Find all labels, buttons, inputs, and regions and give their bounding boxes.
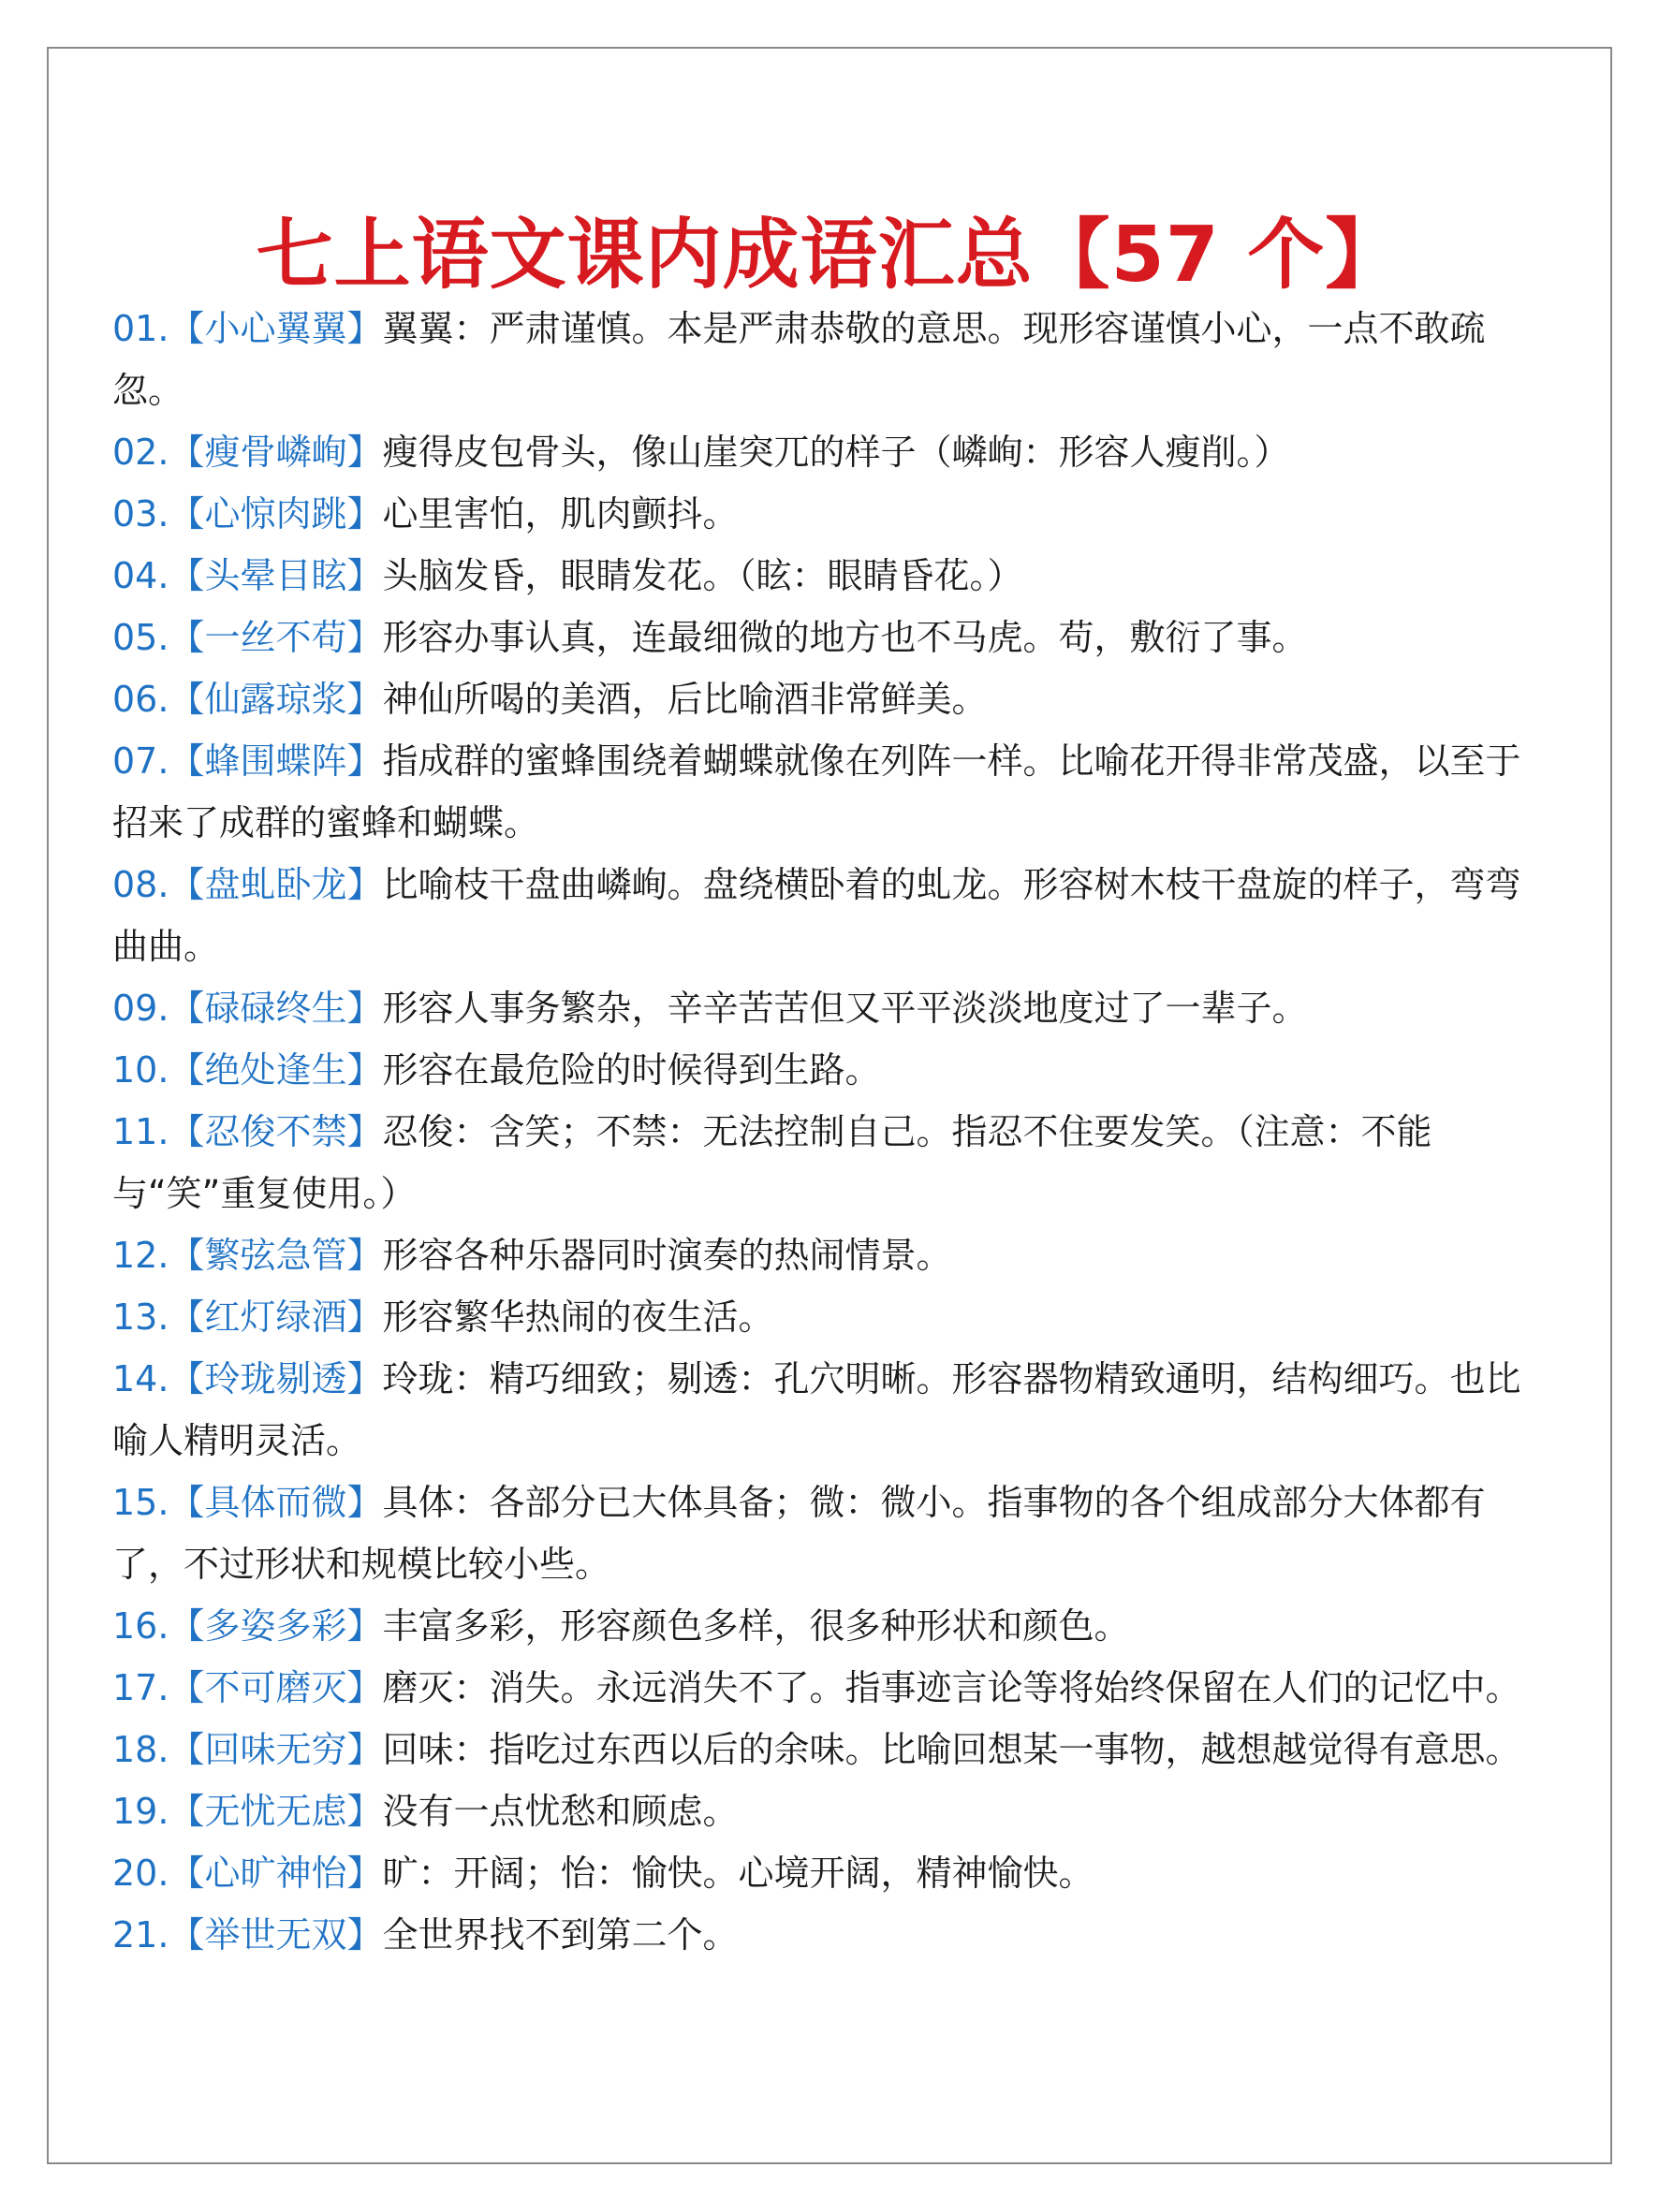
idiom-definition: 指成群的蜜蜂围绕着蝴蝶就像在列阵一样。比喻花开得非常茂盛，以至于招来了成群的蜜蜂和蝴蝶。: [112, 740, 1521, 843]
idiom-entry: [112, 730, 1549, 854]
idiom-definition: 形容办事认真，连最细微的地方也不马虎。苟，敷衍了事。: [382, 617, 1308, 658]
idiom-entry: [112, 1904, 1549, 1966]
idiom-entry: [112, 1101, 1549, 1224]
entry-number: 07.: [112, 740, 169, 782]
idiom-entry: [112, 854, 1549, 977]
idiom-entry: [112, 668, 1549, 730]
idiom-term: 【举世无双】: [169, 1914, 383, 1956]
idiom-term: 【绝处逢生】: [169, 1049, 383, 1091]
idiom-entry: [112, 1595, 1549, 1657]
idiom-entry: [112, 1348, 1549, 1472]
idiom-term: 【回味无穷】: [169, 1729, 383, 1770]
idiom-entry: [112, 1224, 1549, 1286]
idiom-term: 【心惊肉跳】: [169, 493, 383, 535]
idiom-definition: 形容在最危险的时候得到生路。: [382, 1049, 881, 1091]
entry-number: 03.: [112, 493, 169, 535]
idiom-entry: [112, 483, 1549, 545]
idiom-term: 【多姿多彩】: [169, 1605, 383, 1647]
idiom-definition: 翼翼：严肃谨慎。本是严肃恭敬的意思。现形容谨慎小心，一点不敢疏忽。: [112, 308, 1486, 411]
idiom-entry: [112, 298, 1549, 421]
idiom-term: 【不可磨灭】: [169, 1667, 383, 1708]
idiom-definition: 旷：开阔；怡：愉快。心境开阔，精神愉快。: [382, 1853, 1094, 1894]
entry-number: 20.: [112, 1853, 169, 1894]
idiom-definition: 头脑发昏，眼睛发花。（眩：眼睛昏花。）: [382, 555, 1023, 596]
idiom-term: 【玲珑剔透】: [169, 1358, 383, 1399]
idiom-term: 【头晕目眩】: [169, 555, 383, 596]
entry-number: 02.: [112, 432, 169, 473]
idiom-term: 【繁弦急管】: [169, 1235, 383, 1276]
idiom-term: 【蜂围蝶阵】: [169, 740, 383, 782]
entry-number: 04.: [112, 555, 169, 596]
idiom-term: 【红灯绿酒】: [169, 1296, 383, 1338]
idiom-definition: 比喻枝干盘曲嶙峋。盘绕横卧着的虬龙。形容树木枝干盘旋的样子，弯弯曲曲。: [112, 864, 1521, 967]
idiom-definition: 形容各种乐器同时演奏的热闹情景。: [382, 1235, 952, 1276]
entry-number: 19.: [112, 1791, 169, 1832]
idiom-definition: 丰富多彩，形容颜色多样，很多种形状和颜色。: [382, 1605, 1130, 1647]
idiom-definition: 全世界找不到第二个。: [382, 1914, 739, 1956]
entry-number: 01.: [112, 308, 169, 349]
entry-number: 08.: [112, 864, 169, 905]
idiom-entry: [112, 545, 1549, 607]
idiom-entry: [112, 1657, 1549, 1719]
idiom-term: 【瘦骨嶙峋】: [169, 432, 383, 473]
idiom-entry: [112, 1719, 1549, 1780]
idiom-term: 【碌碌终生】: [169, 988, 383, 1029]
idiom-definition: 回味：指吃过东西以后的余味。比喻回想某一事物，越想越觉得有意思。: [382, 1729, 1521, 1770]
idiom-definition: 形容繁华热闹的夜生活。: [382, 1296, 774, 1338]
page-title: 七上语文课内成语汇总【57 个】: [256, 210, 1403, 300]
entry-number: 10.: [112, 1049, 169, 1091]
entry-number: 12.: [112, 1235, 169, 1276]
idiom-term: 【小心翼翼】: [169, 308, 383, 349]
idiom-definition: 神仙所喝的美酒，后比喻酒非常鲜美。: [382, 679, 988, 720]
idiom-term: 【一丝不苟】: [169, 617, 383, 658]
idiom-definition: 没有一点忧愁和顾虑。: [382, 1791, 739, 1832]
idiom-entry: [112, 1039, 1549, 1101]
entry-number: 16.: [112, 1605, 169, 1647]
entry-number: 05.: [112, 617, 169, 658]
idiom-list: [112, 298, 1549, 1966]
entry-number: 15.: [112, 1482, 169, 1523]
entry-number: 18.: [112, 1729, 169, 1770]
entry-number: 14.: [112, 1358, 169, 1399]
idiom-entry: [112, 607, 1549, 668]
idiom-term: 【心旷神怡】: [169, 1853, 383, 1894]
idiom-definition: 瘦得皮包骨头，像山崖突兀的样子（嶙峋：形容人瘦削。）: [382, 432, 1290, 473]
idiom-entry: [112, 1842, 1549, 1904]
idiom-term: 【盘虬卧龙】: [169, 864, 383, 905]
idiom-term: 【忍俊不禁】: [169, 1111, 383, 1152]
idiom-entry: [112, 1780, 1549, 1842]
idiom-entry: [112, 1472, 1549, 1595]
idiom-term: 【具体而微】: [169, 1482, 383, 1523]
idiom-definition: 具体：各部分已大体具备；微：微小。指事物的各个组成部分大体都有了，不过形状和规模比较小些。: [112, 1482, 1486, 1585]
entry-number: 09.: [112, 988, 169, 1029]
entry-number: 21.: [112, 1914, 169, 1956]
entry-number: 11.: [112, 1111, 169, 1152]
idiom-definition: 玲珑：精巧细致；剔透：孔穴明晰。形容器物精致通明，结构细巧。也比喻人精明灵活。: [112, 1358, 1521, 1461]
idiom-entry: [112, 1286, 1549, 1348]
entry-number: 13.: [112, 1296, 169, 1338]
idiom-term: 【仙露琼浆】: [169, 679, 383, 720]
entry-number: 06.: [112, 679, 169, 720]
idiom-definition: 心里害怕，肌肉颤抖。: [382, 493, 739, 535]
entry-number: 17.: [112, 1667, 169, 1708]
idiom-entry: [112, 421, 1549, 483]
idiom-definition: 形容人事务繁杂，辛辛苦苦但又平平淡淡地度过了一辈子。: [382, 988, 1308, 1029]
idiom-entry: [112, 977, 1549, 1039]
idiom-term: 【无忧无虑】: [169, 1791, 383, 1832]
idiom-definition: 忍俊：含笑；不禁：无法控制自己。指忍不住要发笑。（注意：不能与“笑”重复使用。）: [112, 1111, 1432, 1214]
idiom-definition: 磨灭：消失。永远消失不了。指事迹言论等将始终保留在人们的记忆中。: [382, 1667, 1521, 1708]
